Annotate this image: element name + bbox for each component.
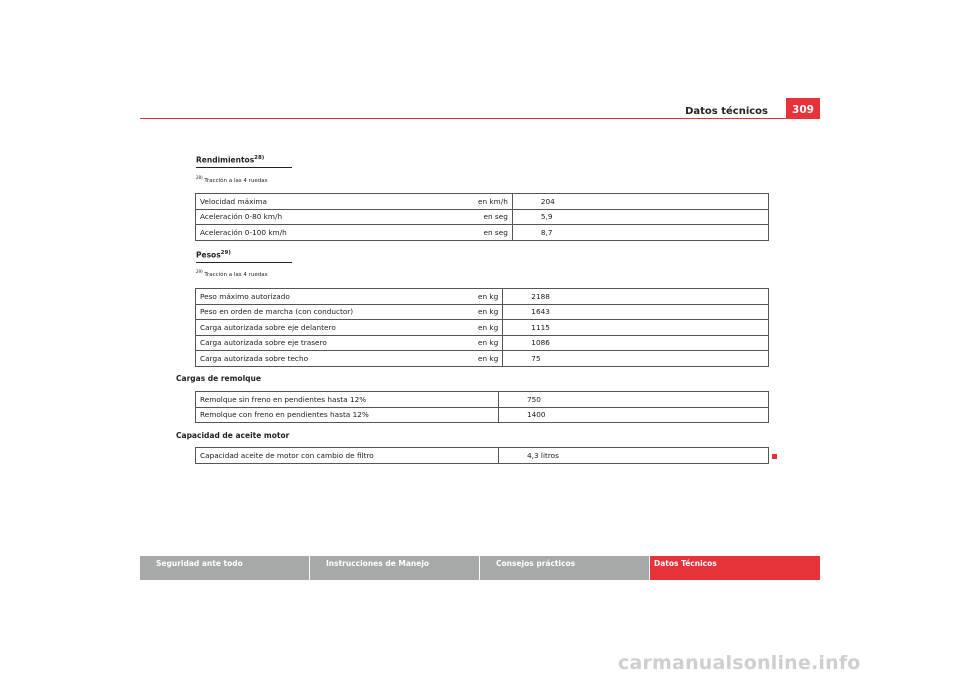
row-value: 1400 <box>499 407 769 423</box>
footer-tab-instrucciones[interactable]: Instrucciones de Manejo <box>310 556 479 580</box>
table-rendimientos <box>195 193 769 241</box>
section-heading-pesos: Pesos$^{29)}$ <box>196 250 231 260</box>
table-row <box>196 392 769 408</box>
row-value: 8,7 <box>512 225 768 241</box>
section-heading-rendimientos: Rendimientos$^{28)}$ <box>196 155 265 165</box>
page-number: 309 <box>786 98 820 118</box>
page-header-title: Datos técnicos <box>685 106 768 117</box>
table-row <box>196 335 769 351</box>
header-divider <box>140 118 820 119</box>
row-unit: en kg <box>474 304 503 320</box>
row-label: Capacidad aceite de motor con cambio de filtro <box>196 448 499 464</box>
table-row <box>196 304 769 320</box>
table-pesos <box>195 288 769 367</box>
row-label: Remolque con freno en pendientes hasta 12% <box>196 407 499 423</box>
row-unit: en seg <box>474 209 512 225</box>
table-row <box>196 351 769 367</box>
row-unit: en seg <box>474 225 512 241</box>
row-label: Remolque sin freno en pendientes hasta 12% <box>196 392 499 408</box>
row-value: 4,3 litros <box>499 448 769 464</box>
footnote-divider <box>196 167 292 168</box>
row-value: 204 <box>512 194 768 210</box>
row-value: 75 <box>503 351 769 367</box>
table-row <box>196 448 769 464</box>
row-value: 5,9 <box>512 209 768 225</box>
footer-tab-consejos[interactable]: Consejos prácticos <box>480 556 649 580</box>
row-label: Carga autorizada sobre eje trasero <box>196 335 475 351</box>
row-value: 1643 <box>503 304 769 320</box>
footnote-ref-28: 28) <box>254 155 265 161</box>
table-row <box>196 320 769 336</box>
table-row <box>196 225 769 241</box>
footnote-29: $^{29)}$ Tracción a las 4 ruedas <box>196 269 268 278</box>
row-label: Velocidad máxima <box>196 194 475 210</box>
row-unit: en kg <box>474 335 503 351</box>
footer-tab-datos-tecnicos[interactable]: Datos Técnicos <box>650 556 820 580</box>
row-unit: en kg <box>474 320 503 336</box>
footnote-divider <box>196 262 292 263</box>
table-row <box>196 289 769 305</box>
row-label: Peso máximo autorizado <box>196 289 475 305</box>
table-row <box>196 209 769 225</box>
row-value: 1115 <box>503 320 769 336</box>
section-end-marker <box>772 454 777 459</box>
table-row <box>196 194 769 210</box>
row-label: Aceleración 0-100 km/h <box>196 225 475 241</box>
section-heading-remolque: Cargas de remolque <box>176 374 261 383</box>
row-unit: en km/h <box>474 194 512 210</box>
table-row <box>196 407 769 423</box>
footnote-28: $^{28)}$ Tracción a las 4 ruedas <box>196 175 268 184</box>
footer-tab-seguridad[interactable]: Seguridad ante todo <box>140 556 309 580</box>
section-heading-aceite: Capacidad de aceite motor <box>176 431 290 440</box>
watermark: carmanualsonline.info <box>618 652 861 674</box>
row-value: 1086 <box>503 335 769 351</box>
row-unit: en kg <box>474 289 503 305</box>
row-value: 2188 <box>503 289 769 305</box>
row-unit: en kg <box>474 351 503 367</box>
table-remolque <box>195 391 769 423</box>
row-label: Carga autorizada sobre eje delantero <box>196 320 475 336</box>
row-label: Carga autorizada sobre techo <box>196 351 475 367</box>
table-aceite <box>195 447 769 464</box>
row-value: 750 <box>499 392 769 408</box>
footnote-ref-29: 29) <box>220 250 231 256</box>
row-label: Peso en orden de marcha (con conductor) <box>196 304 475 320</box>
row-label: Aceleración 0-80 km/h <box>196 209 475 225</box>
